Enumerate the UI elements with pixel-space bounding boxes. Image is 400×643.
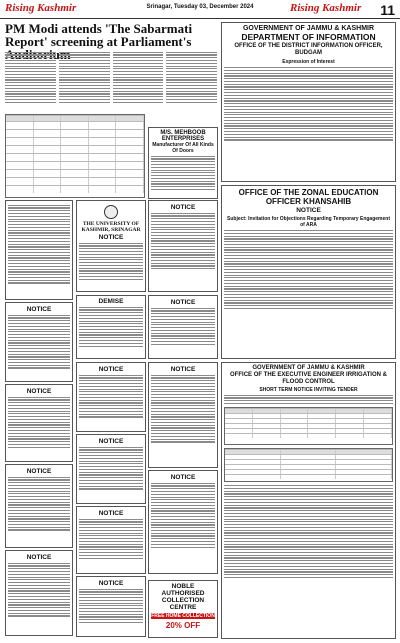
notice-box [76, 434, 146, 504]
notice-line: SHORT TERM NOTICE INVITING TENDER [259, 387, 358, 393]
schedule-table [224, 448, 393, 482]
irrigation-tender-notice [221, 362, 396, 639]
main-story-columns [5, 50, 217, 112]
public-notice [148, 295, 218, 359]
notice-box [148, 470, 218, 574]
notice-heading: NOTICE [26, 468, 52, 475]
notice-line: DEPARTMENT OF INFORMATION [241, 32, 376, 42]
notice-box [148, 362, 218, 468]
notice-subject: Subject: Invitation for Objections Regarding Temporary Engagement of ARA [227, 216, 390, 228]
university-name: THE UNIVERSITY OF KASHMIR, SRINAGAR [81, 221, 141, 233]
noble-collection-centre-ad [148, 580, 218, 638]
story-column [166, 50, 217, 112]
notice-heading: NOTICE [98, 438, 124, 445]
ad-subtitle: Manufacturer Of All Kinds Of Doors [152, 142, 214, 154]
university-notice [76, 200, 146, 292]
masthead [0, 0, 400, 19]
notice-heading: NOTICE [98, 510, 124, 517]
ad-title: NOBLE AUTHORISED [161, 583, 205, 597]
notice-heading: NOTICE [26, 554, 52, 561]
notice-box [5, 302, 73, 382]
notice-heading: NOTICE [98, 366, 124, 373]
demise-heading: DEMISE [98, 298, 124, 305]
notice-heading: NOTICE [170, 299, 196, 306]
masthead-logo-left: Rising Kashmir [5, 2, 77, 14]
ad-discount: 20% OFF [165, 621, 201, 630]
ad-banner: FREE HOME COLLECTION [151, 613, 215, 619]
masthead-date-line: Srinagar, Tuesday 03, December 2024 [146, 4, 254, 10]
notice-box [76, 506, 146, 574]
mehboob-enterprises-ad [148, 127, 218, 199]
demise-notice [76, 295, 146, 359]
masthead-logo-right: Rising Kashmir [290, 2, 362, 14]
notice-heading: NOTICE [170, 474, 196, 481]
left-notices-column [5, 200, 73, 640]
notice-box [76, 576, 146, 637]
tender-table [224, 407, 393, 445]
page-number: 11 [380, 2, 395, 18]
tender-table-block [5, 114, 145, 198]
notice-heading: NOTICE [170, 204, 196, 211]
middle-notices-column [76, 362, 146, 639]
ad-title: M/S. MEHBOOB ENTERPRISES [160, 130, 206, 142]
notice-box [5, 464, 73, 548]
notice-box [76, 362, 146, 432]
notice-subhead: Expression of Interest [282, 59, 335, 65]
notice-box [5, 550, 73, 636]
notice-box [5, 384, 73, 462]
information-department-notice [221, 22, 396, 182]
notice-line: OFFICE OF THE ZONAL EDUCATION OFFICER KHANSAHIB [238, 188, 379, 206]
university-crest-icon [104, 205, 118, 219]
story-column [5, 50, 56, 112]
main-headline: PM Modi attends 'The Sabarmati Report' screening at Parliament's [5, 21, 193, 49]
story-column [113, 50, 164, 112]
notice-heading: NOTICE [26, 306, 52, 313]
ad-title-2: COLLECTION CENTRE [161, 597, 205, 611]
notice-heading: NOTICE [98, 580, 124, 587]
zonal-education-notice [221, 185, 396, 359]
notice-heading: NOTICE [296, 207, 321, 214]
notice-box [5, 200, 73, 300]
notice-line: OFFICE OF THE DISTRICT INFORMATION OFFICER, BUDGAM [234, 43, 383, 56]
notice-heading: NOTICE [98, 234, 124, 241]
notice-heading: NOTICE [170, 366, 196, 373]
public-notice [148, 200, 218, 292]
notice-heading: NOTICE [26, 388, 52, 395]
notice-line: OFFICE OF THE EXECUTIVE ENGINEER IRRIGATION & FLOOD CONTROL [230, 372, 387, 385]
notice-line: GOVERNMENT OF JAMMU & KASHMIR [252, 365, 365, 371]
notice-line: GOVERNMENT OF JAMMU & KASHMIR [242, 25, 375, 32]
story-column [59, 50, 110, 112]
